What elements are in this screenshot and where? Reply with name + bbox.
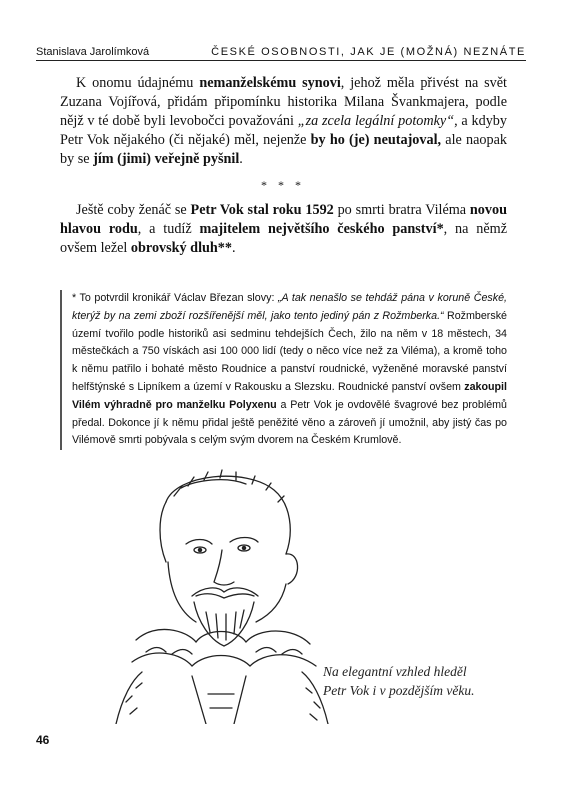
paragraph1-text-run: . <box>239 151 243 167</box>
paragraph1-text-run: by ho (je) neutajoval, <box>310 132 442 148</box>
portrait-caption <box>323 662 523 700</box>
paragraph2-text-run: po smrti bratra Viléma <box>333 202 470 218</box>
paragraph2-text-run: Ještě coby ženáč se <box>76 202 191 218</box>
paragraph1-text-run: nemanželskému synovi <box>199 75 341 91</box>
footnote-text-run: * To potvrdil kronikář Václav Březan slovy: <box>72 292 278 304</box>
footnote-text-run: a Petr Vok je ovdovělé švagrové bez problémů předal. Dokonce jí k němu přidal ještě peněžité věno a zároveň jí umožnil, aby jistý čas po Vilémově smrti pobývala s celým svým dvorem na Českém Krumlově. <box>72 398 507 447</box>
paragraph1-text-run: K onomu údajnému <box>76 75 200 91</box>
paragraph2-text-run: , na němž ovšem ležel <box>60 221 508 256</box>
paragraph1-text-run: , a kdyby Petr Vok nějakého (či nějaké) měl, nejenže <box>60 113 507 148</box>
paragraph2-text-run: Petr Vok stal roku 1592 <box>190 202 334 218</box>
paragraph-1 <box>60 74 507 169</box>
caption-line-2: Petr Vok i v pozdějším věku. <box>323 683 475 698</box>
paragraph1-text-run: jím (jimi) veřejně pyšnil <box>93 151 240 167</box>
section-separator: * * * <box>261 178 305 192</box>
paragraph2-text-run: majitelem největšího českého panství* <box>199 221 444 237</box>
paragraph-2 <box>60 201 507 258</box>
caption-line-1: Na elegantní vzhled hleděl <box>323 664 467 679</box>
header-author: Stanislava Jarolímková <box>36 46 150 58</box>
page-number: 46 <box>36 733 50 747</box>
paragraph1-text-run: ale naopak by se <box>60 132 507 167</box>
footnote-text-run: „A tak nenašlo se tehdáž pána v koruně České, kterýž by na zemi zboží rozšířenější měl, jako tento jediný pán z Rožmberka.“ <box>72 292 507 322</box>
paragraph1-text-run: „za zcela legální potomky“ <box>297 113 455 129</box>
paragraph2-text-run: . <box>232 240 236 256</box>
portrait-illustration <box>96 462 346 724</box>
running-header <box>36 38 526 61</box>
footnote-text-run: Rožmberské území tvořilo podle historiků asi sedminu tehdejších Čech, žilo na něm v 18 městech, 34 městečkách a 750 vískách asi 100 000 lidí (tedy o něco více než za Viléma), a kromě toho k němu patřilo i bohaté město Roudnice a panství roudnické, vyženěné moravské panství helfštýnské s Lipníkem a území v Rakousku a Slezsku. Roudnické panství ovšem <box>72 309 507 393</box>
paragraph2-text-run: obrovský dluh** <box>130 240 232 256</box>
header-book-title: ČESKÉ OSOBNOSTI, JAK JE (MOŽNÁ) NEZNÁTE <box>211 46 526 58</box>
footnote-box <box>60 290 507 450</box>
paragraph1-text-run: , jehož měla přivést na svět Zuzana Vojířová, přidám připomínku historika Milana Švankmajera, podle nějž v té době byli levobočci považováni <box>60 75 508 129</box>
paragraph2-text-run: , a tudíž <box>137 221 200 237</box>
paragraph2-text-run: novou hlavou rodu <box>60 202 507 237</box>
footnote-text-run: zakoupil Vilém výhradně pro manželku Polyxenu <box>72 380 507 411</box>
